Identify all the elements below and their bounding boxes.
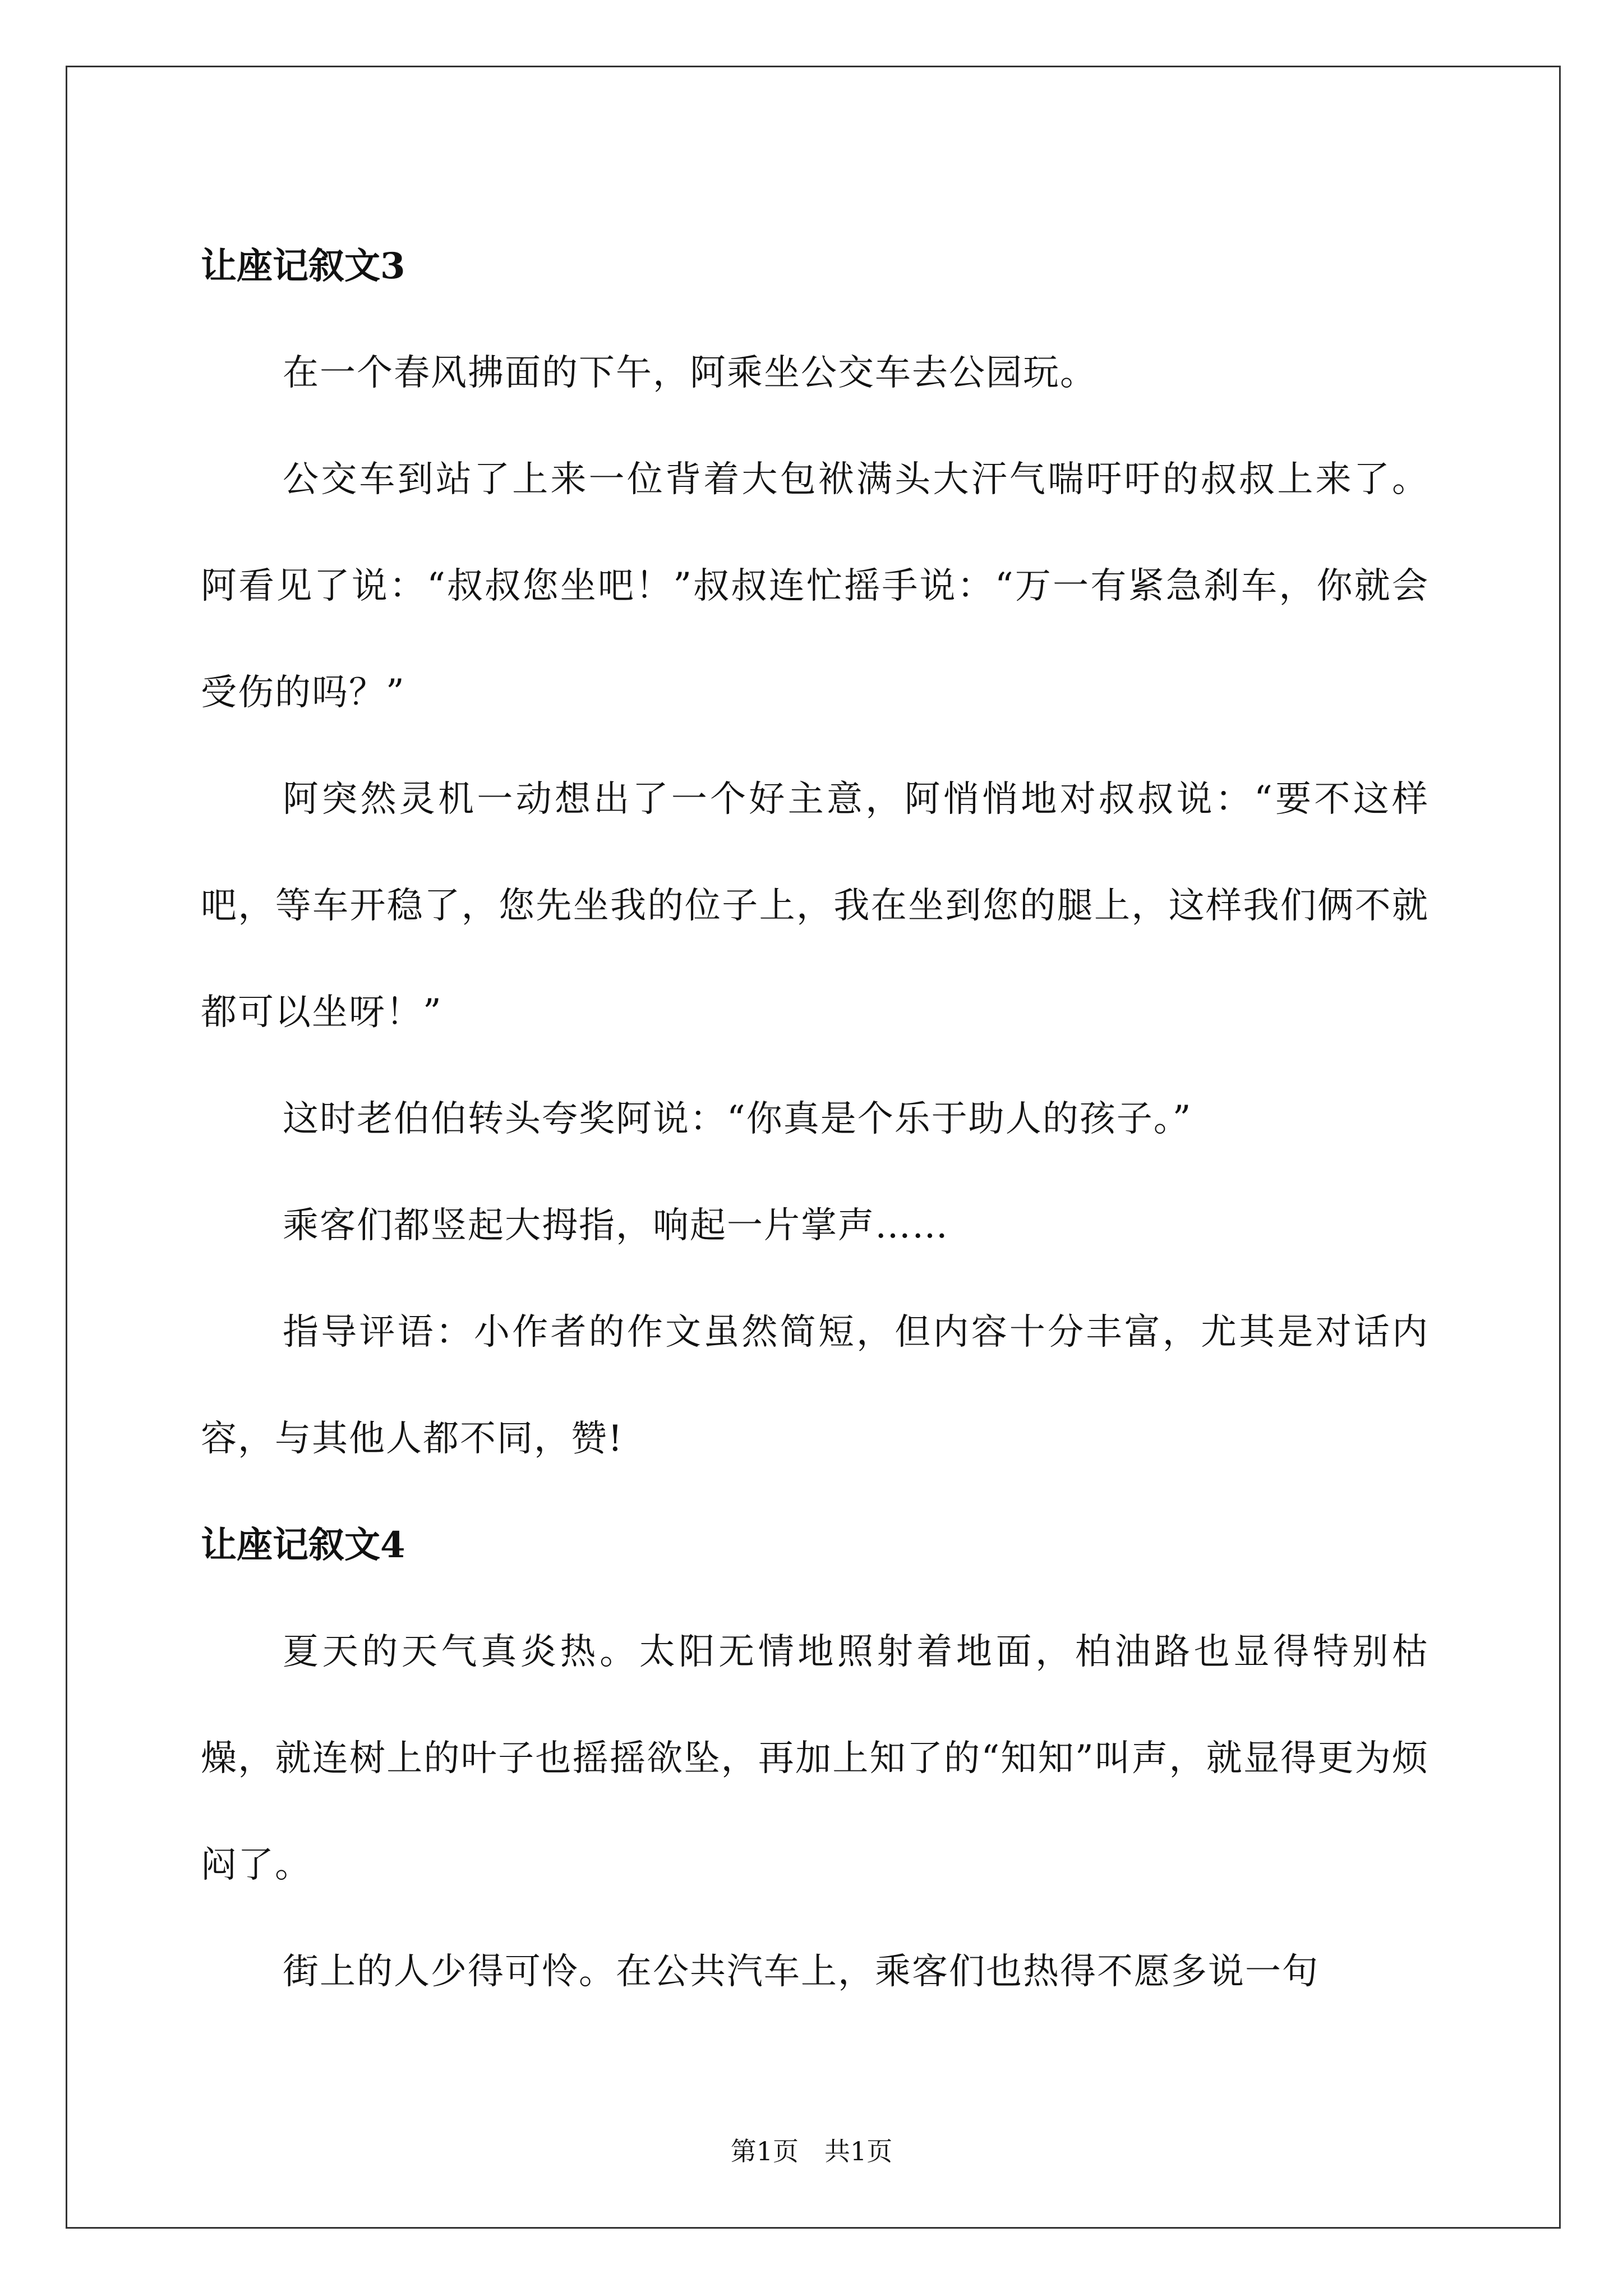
paragraph: 公交车到站了上来一位背着大包袱满头大汗气喘吁吁的叔叔上来了。阿看见了说：“叔叔您坐吧！”叔叔连忙摇手说：“万一有紧急刹车，你就会受伤的吗？” bbox=[201, 459, 1429, 714]
section-heading: 让座记叙文4 bbox=[201, 1524, 405, 1566]
paragraph: 这时老伯伯转头夸奖阿说：“你真是个乐于助人的孩子。” bbox=[283, 1098, 1192, 1140]
paragraph: 夏天的天气真炎热。太阳无情地照射着地面，柏油路也显得特别枯燥，就连树上的叶子也摇摇欲坠，再加上知了的“知知”叫声，就显得更为烦闷了。 bbox=[201, 1631, 1429, 1886]
paragraph: 在一个春风拂面的下午，阿乘坐公交车去公园玩。 bbox=[283, 352, 1097, 394]
paragraph: 乘客们都竖起大拇指，响起一片掌声…… bbox=[283, 1205, 949, 1246]
paragraph: 指导评语：小作者的作文虽然简短，但内容十分丰富，尤其是对话内容，与其他人都不同，赞! bbox=[201, 1312, 1429, 1460]
paragraph: 街上的人少得可怜。在公共汽车上，乘客们也热得不愿多说一句 bbox=[283, 1951, 1319, 1993]
paragraph: 阿突然灵机一动想出了一个好主意，阿悄悄地对叔叔说：“要不这样吧，等车开稳了，您先坐我的位子上，我在坐到您的腿上，这样我们俩不就都可以坐呀！” bbox=[201, 779, 1429, 1033]
page-footer: 第1页 共1页 bbox=[730, 2136, 893, 2166]
section-heading: 让座记叙文3 bbox=[201, 245, 405, 287]
document-body bbox=[201, 213, 1429, 2025]
